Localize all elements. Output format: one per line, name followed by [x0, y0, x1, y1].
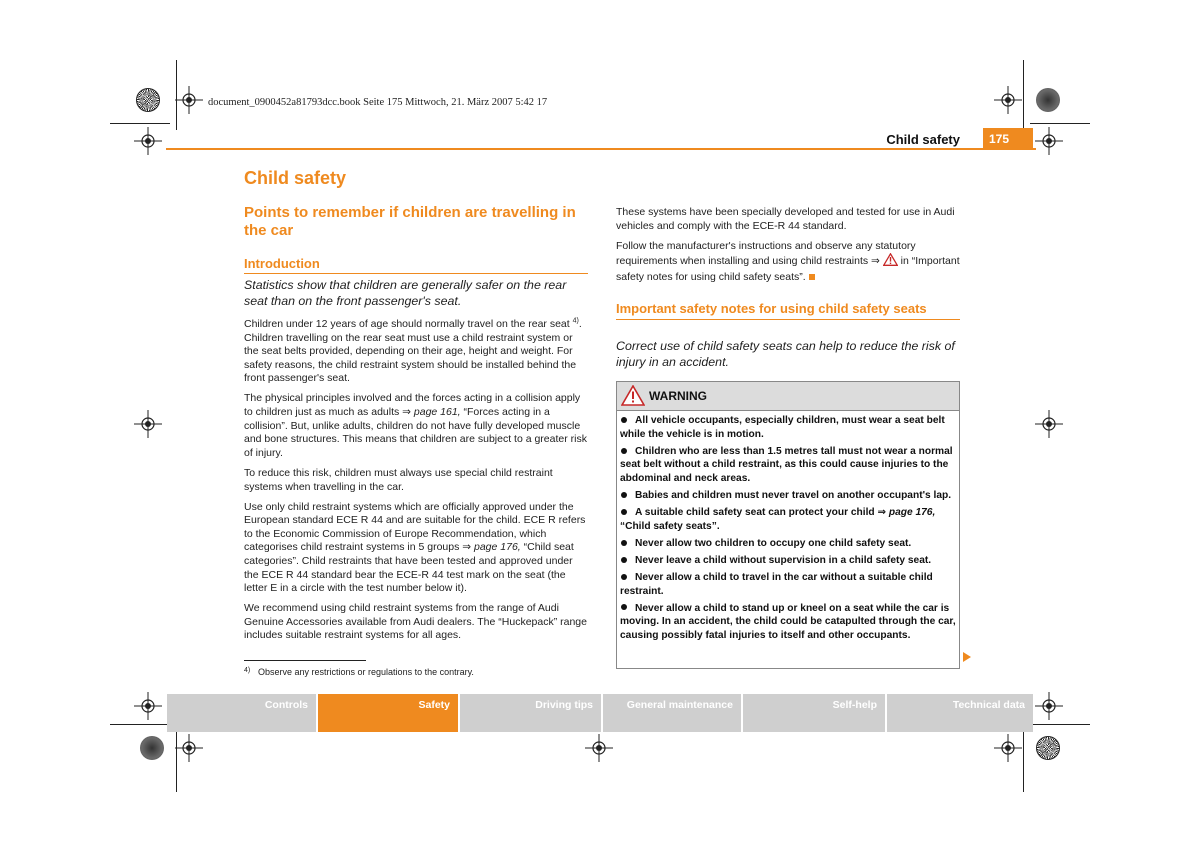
page-reference-link[interactable]: page 176,	[888, 507, 936, 519]
footnote	[244, 667, 474, 677]
footnote-mark: 4)	[244, 667, 251, 674]
subsection-heading-introduction: Introduction	[244, 256, 588, 274]
text: The physical principles involved and the forces acting in a collision apply to children just as much as adults ⇒	[244, 392, 581, 419]
text: in “Important safety notes for using child safety seats”.	[616, 255, 960, 283]
tab-driving-tips[interactable]: Driving tips	[460, 694, 601, 732]
warning-ref-icon[interactable]	[883, 253, 898, 271]
registration-mark	[134, 127, 162, 155]
paragraph	[244, 392, 588, 460]
header-rule	[166, 148, 1036, 150]
warning-item	[620, 537, 956, 551]
warning-item	[620, 602, 956, 643]
end-of-section-marker	[809, 274, 815, 280]
left-column-body	[244, 318, 588, 650]
tab-technical-data[interactable]: Technical data	[887, 694, 1033, 732]
intro-lead: Statistics show that children are generally safer on the rear seat than on the front passenger's seat.	[244, 278, 567, 308]
footnote-rule	[244, 660, 366, 661]
text: Follow the manufacturer's instructions and observe any statutory requirements when installing and using child restraints ⇒	[616, 239, 916, 268]
paragraph	[616, 240, 960, 285]
paragraph: These systems have been specially developed and tested for use in Audi vehicles and comply with the ECE-R 44 standard.	[616, 206, 955, 232]
registration-mark	[1035, 692, 1063, 720]
text: “Child safety seats”.	[620, 520, 720, 532]
bullet-icon	[621, 604, 627, 610]
text: “Forces acting in a collision”. But, unlike adults, children do not have fully developed muscle and bone structures. This means that children are subject to a greater risk of injury.	[244, 406, 587, 459]
registration-mark	[994, 734, 1022, 762]
warning-title: WARNING	[649, 389, 707, 403]
warning-triangle-icon	[621, 385, 645, 411]
text: . Children travelling on the rear seat must use a child restraint system or the seat belts provided, depending on their age, height and weight. For safety reasons, the child restraint system should be installed behind the front passenger's seat.	[244, 318, 582, 385]
text: Never allow a child to stand up or kneel on a seat while the car is moving. In an accident, the child could be catapulted through the car, causing possibly fatal injuries to itself and other occupants.	[620, 602, 956, 641]
page-reference-link[interactable]: page 176,	[473, 541, 521, 554]
tab-controls[interactable]: Controls	[167, 694, 316, 732]
tab-general-maintenance[interactable]: General maintenance	[603, 694, 741, 732]
text: Never allow two children to occupy one child safety seat.	[635, 537, 912, 549]
continued-arrow-icon[interactable]	[963, 652, 971, 662]
right-column-body	[616, 206, 960, 291]
text: All vehicle occupants, especially children, must wear a seat belt while the vehicle is in motion.	[620, 415, 945, 440]
page-reference-link[interactable]: page 161,	[413, 406, 461, 419]
paragraph	[244, 501, 588, 596]
text: A suitable child safety seat can protect your child ⇒	[635, 507, 889, 519]
registration-mark	[1035, 410, 1063, 438]
warning-item	[620, 414, 956, 441]
bullet-icon	[621, 448, 627, 454]
tab-safety[interactable]: Safety	[318, 694, 458, 732]
bullet-icon	[621, 540, 627, 546]
text: Children under 12 years of age should normally travel on the rear seat	[244, 318, 573, 330]
warning-header	[617, 382, 959, 411]
registration-mark	[175, 86, 203, 114]
text: Use only child restraint systems which are officially approved under the European standard ECE R 44 and are suitable for the child. ECE R refers to the Economic Commission of Europe Recommendation, which categorises child restraint systems in 5 groups ⇒	[244, 500, 586, 554]
bullet-icon	[621, 509, 627, 515]
paragraph	[244, 318, 588, 386]
registration-mark	[134, 410, 162, 438]
text: Children who are less than 1.5 metres tall must not wear a normal seat belt without a child restraint, as this could cause injuries to the abdominal and neck areas.	[620, 445, 953, 484]
text: Never leave a child without supervision in a child safety seat.	[635, 554, 932, 566]
print-file-info: document_0900452a81793dcc.book Seite 175 Mittwoch, 21. März 2007 5:42 17	[208, 97, 548, 108]
registration-mark	[134, 692, 162, 720]
tab-self-help[interactable]: Self-help	[743, 694, 885, 732]
warning-item	[620, 445, 956, 486]
density-mark	[140, 736, 164, 760]
paragraph: We recommend using child restraint systems from the range of Audi Genuine Accessories available from Audi dealers. The “Huckepack” range includes suitable restraint systems for all ages.	[244, 602, 587, 642]
warning-item	[620, 489, 956, 503]
safety-notes-lead: Correct use of child safety seats can help to reduce the risk of injury in an accident.	[616, 339, 955, 369]
text: “Child seat categories”. Child restraints that have been tested and approved under the ECE R 44 standard bear the ECE-R 44 test mark on the seat (the letter E in a circle with the test number below it).	[244, 541, 574, 595]
bullet-icon	[621, 492, 627, 498]
registration-mark	[994, 86, 1022, 114]
density-mark	[1036, 88, 1060, 112]
footnote-text: Observe any restrictions or regulations to the contrary.	[258, 667, 474, 677]
warning-list	[617, 411, 959, 642]
color-wheel-mark	[136, 88, 160, 112]
warning-item	[620, 506, 956, 533]
color-wheel-mark	[1036, 736, 1060, 760]
text: Babies and children must never travel on another occupant's lap.	[635, 489, 952, 501]
warning-box	[616, 381, 960, 669]
bullet-icon	[621, 574, 627, 580]
registration-mark	[175, 734, 203, 762]
subsection-heading-safety-notes: Important safety notes for using child safety seats	[616, 301, 960, 320]
running-header-title: Child safety	[886, 132, 960, 147]
text: Never allow a child to travel in the car without a suitable child restraint.	[620, 571, 933, 597]
footnote-ref[interactable]: 4)	[572, 317, 579, 325]
warning-item	[620, 554, 956, 568]
paragraph: To reduce this risk, children must always use special child restraint systems when travelling in the car.	[244, 466, 553, 493]
registration-mark	[1035, 127, 1063, 155]
page-number: 175	[983, 128, 1033, 150]
section-title: Points to remember if children are travelling in the car	[244, 204, 576, 239]
bullet-icon	[621, 417, 627, 423]
chapter-title: Child safety	[244, 168, 347, 188]
warning-item	[620, 571, 956, 598]
registration-mark	[585, 734, 613, 762]
bullet-icon	[621, 557, 627, 563]
